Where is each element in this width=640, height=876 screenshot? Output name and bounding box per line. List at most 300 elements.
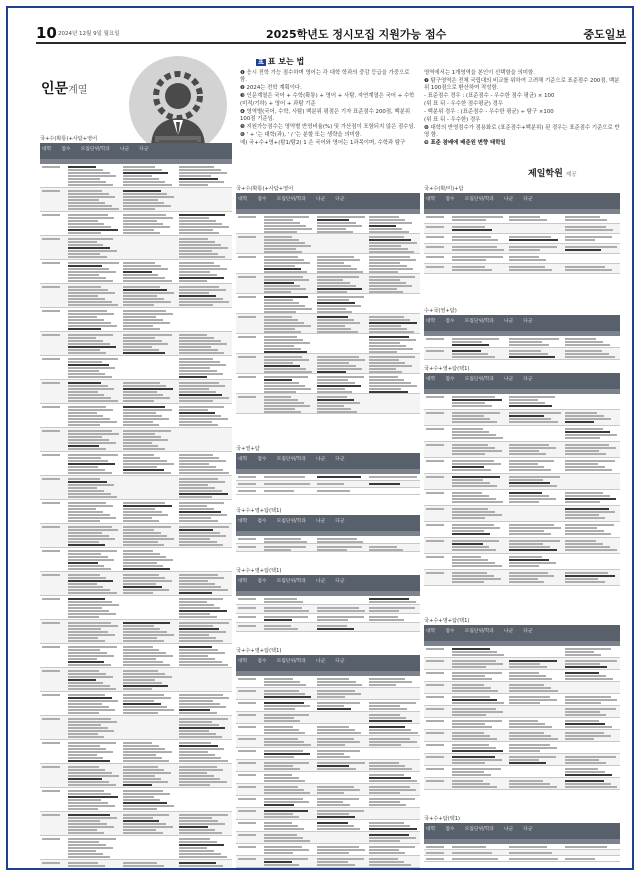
table-cell-text: [121, 332, 176, 355]
table-cell-key: [236, 820, 262, 831]
table-cell-text: [450, 730, 507, 741]
howto-right-column: [424, 70, 620, 148]
table-cell-key: [40, 764, 66, 787]
score-table: [236, 648, 420, 868]
table-cell-text: [367, 334, 420, 353]
table-cell-key: [40, 572, 66, 595]
column-header: 대학: [42, 147, 52, 152]
table-cell-text: [563, 554, 620, 569]
table-cell-text: [563, 234, 620, 243]
table-cell-key: [236, 676, 262, 687]
column-header: 모집단위/학과: [464, 197, 494, 202]
table-cell-text: [315, 394, 368, 413]
table-row: [424, 856, 620, 862]
column-header: 다군: [335, 579, 345, 584]
table-cell-text: [121, 308, 176, 331]
table-row: [40, 740, 232, 764]
table-cell-text: [507, 410, 564, 425]
table-cell-text: [367, 808, 420, 819]
table-cell-text: [177, 212, 232, 235]
table-cell-text: [450, 778, 507, 789]
table-row: [424, 646, 620, 658]
table-cell-text: [177, 428, 232, 451]
column-header: 나군: [503, 377, 514, 382]
table-cell-text: [177, 308, 232, 331]
column-header: 나군: [503, 827, 514, 832]
table-row: [424, 670, 620, 682]
table-cell-text: [262, 614, 315, 622]
table-row: [40, 836, 232, 860]
date-line: 2024년 12월 9일 월요일: [58, 31, 120, 37]
table-cell-key: [424, 442, 450, 457]
table-row: [236, 808, 420, 820]
table-row: [424, 394, 620, 410]
table-cell-text: [121, 524, 176, 547]
table-row: [424, 442, 620, 458]
column-header: 다군: [335, 659, 345, 664]
table-row: [424, 234, 620, 244]
table-cell-text: [66, 860, 121, 870]
table-cell-key: [424, 348, 450, 359]
table-title: 국+수(확/미)+탐: [424, 186, 464, 192]
table-cell-text: [66, 476, 121, 499]
table-cell-text: [177, 452, 232, 475]
table-cell-key: [236, 832, 262, 843]
table-cell-text: [121, 812, 176, 835]
column-header: 나군: [503, 629, 514, 634]
table-body: [40, 164, 232, 870]
table-row: [236, 676, 420, 688]
table-row: [424, 254, 620, 264]
column-header: 나군: [503, 319, 514, 324]
table-body: [236, 474, 420, 495]
table-cell-text: [315, 688, 368, 699]
table-cell-key: [424, 706, 450, 717]
table-cell-text: [507, 658, 564, 669]
table-cell-text: [315, 314, 368, 333]
table-cell-text: [450, 658, 507, 669]
table-cell-text: [121, 500, 176, 523]
table-cell-text: [563, 570, 620, 585]
table-header: [424, 193, 620, 209]
table-body: [236, 596, 420, 632]
table-row: [40, 668, 232, 692]
table-row: [424, 426, 620, 442]
table-cell-key: [424, 336, 450, 347]
table-cell-key: [424, 694, 450, 705]
table-row: [236, 294, 420, 314]
table-cell-text: [121, 836, 176, 859]
table-title: 국+수+영+탐(택1): [424, 618, 470, 624]
table-cell-key: [424, 522, 450, 537]
table-cell-text: [450, 348, 507, 359]
table-cell-text: [563, 394, 620, 409]
column-header: 나군: [315, 579, 326, 584]
table-row: [424, 224, 620, 234]
table-cell-text: [177, 740, 232, 763]
table-cell-key: [40, 860, 66, 870]
table-cell-text: [507, 554, 564, 569]
table-row: [40, 428, 232, 452]
table-cell-text: [507, 694, 564, 705]
table-cell-text: [450, 522, 507, 537]
column-header: 대학: [238, 579, 248, 584]
table-cell-text: [66, 332, 121, 355]
table-row: [236, 394, 420, 414]
table-cell-text: [177, 332, 232, 355]
table-row: [424, 766, 620, 778]
table-cell-text: [507, 474, 564, 489]
column-header: 나군: [503, 197, 514, 202]
table-row: [40, 500, 232, 524]
table-cell-key: [424, 410, 450, 425]
table-header: [236, 575, 420, 591]
table-cell-text: [315, 736, 368, 747]
table-cell-key: [236, 808, 262, 819]
table-cell-text: [507, 718, 564, 729]
table-row: [40, 212, 232, 236]
table-cell-text: [563, 348, 620, 359]
table-cell-text: [563, 410, 620, 425]
column-header: 나군: [315, 197, 326, 202]
table-title: 국+영+탐: [236, 446, 260, 452]
table-cell-text: [315, 234, 368, 253]
table-row: [424, 754, 620, 766]
table-cell-text: [66, 164, 121, 187]
masthead: [36, 24, 626, 44]
table-cell-text: [121, 716, 176, 739]
table-cell-key: [236, 314, 262, 333]
table-cell-text: [367, 544, 420, 551]
table-cell-text: [450, 844, 507, 849]
provider-signature: [528, 166, 577, 179]
table-cell-text: [450, 856, 507, 861]
howto-item-emphasis: ❾ 표준 참배에 배준원 변향 태학일: [424, 140, 506, 147]
table-row: [424, 778, 620, 790]
table-row: [236, 820, 420, 832]
table-row: [236, 614, 420, 623]
table-cell-text: [450, 766, 507, 777]
column-header: 모집단위/학과: [276, 579, 306, 584]
table-cell-key: [40, 356, 66, 379]
table-cell-key: [424, 554, 450, 569]
table-cell-text: [563, 694, 620, 705]
table-cell-text: [367, 354, 420, 373]
howto-title-lead: 표: [258, 59, 264, 66]
table-cell-key: [40, 308, 66, 331]
table-cell-text: [66, 788, 121, 811]
table-row: [236, 796, 420, 808]
table-cell-text: [450, 458, 507, 473]
table-cell-text: [563, 742, 620, 753]
table-cell-key: [236, 748, 262, 759]
table-header: [40, 143, 232, 159]
table-cell-text: [177, 716, 232, 739]
table-cell-text: [262, 374, 315, 393]
table-cell-key: [40, 428, 66, 451]
column-header: 점수: [445, 377, 455, 382]
table-cell-key: [40, 548, 66, 571]
table-cell-key: [236, 605, 262, 613]
table-cell-key: [236, 844, 262, 855]
table-cell-text: [315, 820, 368, 831]
table-cell-text: [450, 554, 507, 569]
table-cell-text: [367, 844, 420, 855]
table-row: [40, 404, 232, 428]
table-cell-key: [236, 394, 262, 413]
column-header: 다군: [335, 519, 345, 524]
score-table: [236, 186, 420, 414]
table-row: [236, 844, 420, 856]
table-cell-key: [424, 264, 450, 273]
table-row: [424, 706, 620, 718]
table-cell-text: [121, 260, 176, 283]
table-row: [40, 812, 232, 836]
table-cell-text: [315, 481, 368, 487]
table-cell-text: [315, 712, 368, 723]
column-header: 점수: [257, 457, 267, 462]
column-header: 모집단위/학과: [464, 827, 494, 832]
table-cell-text: [563, 538, 620, 553]
howto-item: ❽ 대학의 반영점수가 점용화로 (표준점수+백분위) 된 경우는 표준점수 기준으로 반영 함.: [424, 124, 620, 139]
table-cell-text: [563, 850, 620, 855]
table-cell-text: [121, 452, 176, 475]
column-header: 점수: [257, 197, 267, 202]
table-cell-text: [507, 646, 564, 657]
table-cell-text: [507, 856, 564, 861]
table-cell-text: [262, 820, 315, 831]
table-row: [424, 730, 620, 742]
section-title: [41, 78, 87, 98]
table-cell-text: [507, 234, 564, 243]
table-cell-text: [315, 623, 368, 631]
table-row: [236, 374, 420, 394]
table-cell-key: [424, 718, 450, 729]
table-cell-key: [40, 452, 66, 475]
table-cell-key: [40, 164, 66, 187]
table-cell-text: [66, 644, 121, 667]
table-cell-text: [262, 712, 315, 723]
howto-item: 영역에서는 1개영역을 본인이 선택함을 의미함.: [424, 70, 535, 76]
table-cell-text: [262, 748, 315, 759]
table-cell-text: [262, 274, 315, 293]
table-cell-text: [563, 778, 620, 789]
table-cell-key: [236, 536, 262, 543]
table-cell-text: [177, 836, 232, 859]
table-cell-key: [40, 692, 66, 715]
table-cell-text: [367, 294, 420, 313]
table-cell-key: [40, 476, 66, 499]
table-cell-key: [424, 658, 450, 669]
column-header: 나군: [315, 519, 326, 524]
table-cell-text: [367, 474, 420, 480]
table-cell-text: [507, 682, 564, 693]
table-cell-text: [563, 754, 620, 765]
section-title-suffix: 계열: [68, 85, 88, 96]
table-cell-text: [563, 522, 620, 537]
table-row: [424, 264, 620, 274]
table-cell-key: [424, 778, 450, 789]
table-cell-text: [262, 796, 315, 807]
table-cell-text: [262, 856, 315, 867]
table-cell-key: [236, 796, 262, 807]
column-header: 대학: [238, 519, 248, 524]
table-row: [424, 458, 620, 474]
table-cell-text: [367, 596, 420, 604]
column-header: 점수: [257, 579, 267, 584]
table-cell-text: [121, 668, 176, 691]
table-row: [236, 481, 420, 488]
table-row: [424, 244, 620, 254]
table-cell-text: [66, 764, 121, 787]
table-row: [236, 254, 420, 274]
table-cell-text: [315, 614, 368, 622]
table-cell-text: [367, 314, 420, 333]
table-cell-text: [367, 374, 420, 393]
score-table: [236, 568, 420, 632]
table-cell-key: [236, 254, 262, 273]
table-cell-text: [262, 605, 315, 613]
table-header: [424, 823, 620, 839]
table-cell-key: [40, 404, 66, 427]
howto-item: ❺ 지원가능점수는 영역별 반영비율(%) 및 가산점이 포함되지 않은 점수임.: [240, 123, 416, 130]
table-cell-text: [121, 284, 176, 307]
howto-title: [256, 56, 304, 67]
table-cell-text: [262, 844, 315, 855]
table-cell-text: [450, 490, 507, 505]
table-cell-text: [507, 254, 564, 263]
column-header: 점수: [61, 147, 71, 152]
table-row: [236, 314, 420, 334]
table-cell-key: [236, 856, 262, 867]
table-cell-text: [262, 784, 315, 795]
table-cell-text: [563, 856, 620, 861]
table-cell-text: [450, 264, 507, 273]
table-row: [40, 476, 232, 500]
table-cell-key: [424, 224, 450, 233]
column-header: 다군: [523, 197, 533, 202]
table-cell-text: [507, 522, 564, 537]
table-cell-text: [367, 760, 420, 771]
score-table: [236, 446, 420, 495]
table-cell-text: [315, 274, 368, 293]
table-cell-text: [315, 772, 368, 783]
howto-item: ❹ 영역별(국어, 수학, 사탐) 백분위 평점은 기자 표준점수 200점, 백분위 100점 기준임.: [240, 108, 411, 122]
table-cell-key: [424, 490, 450, 505]
table-cell-text: [315, 724, 368, 735]
table-cell-text: [367, 700, 420, 711]
table-cell-text: [177, 860, 232, 870]
table-cell-text: [367, 614, 420, 622]
table-cell-key: [236, 688, 262, 699]
table-cell-text: [121, 188, 176, 211]
newspaper-page: [6, 6, 634, 870]
table-cell-text: [66, 284, 121, 307]
table-cell-key: [40, 644, 66, 667]
column-header: 대학: [426, 197, 436, 202]
table-cell-key: [424, 850, 450, 855]
table-cell-text: [177, 404, 232, 427]
column-header: 나군: [315, 659, 326, 664]
table-row: [236, 772, 420, 784]
table-cell-text: [66, 716, 121, 739]
table-cell-key: [40, 836, 66, 859]
table-cell-text: [121, 572, 176, 595]
table-cell-text: [262, 294, 315, 313]
table-cell-key: [424, 426, 450, 441]
table-row: [424, 570, 620, 586]
howto-item: 예) 국+수+영+(탐1/탐2) 1 은 국어와 영어는 1과목이며, 수학과 탐구: [240, 139, 406, 146]
table-cell-text: [262, 772, 315, 783]
table-row: [236, 832, 420, 844]
table-cell-text: [262, 536, 315, 543]
table-cell-key: [424, 506, 450, 521]
table-cell-text: [66, 668, 121, 691]
table-row: [40, 236, 232, 260]
table-cell-text: [315, 488, 368, 494]
table-cell-text: [367, 605, 420, 613]
table-row: [40, 164, 232, 188]
table-cell-text: [121, 692, 176, 715]
table-cell-key: [40, 740, 66, 763]
score-table: [424, 186, 620, 274]
table-cell-text: [121, 380, 176, 403]
table-cell-text: [507, 506, 564, 521]
table-row: [40, 308, 232, 332]
score-table: [424, 366, 620, 586]
table-cell-key: [236, 614, 262, 622]
table-cell-text: [121, 644, 176, 667]
table-cell-text: [367, 214, 420, 233]
table-cell-text: [262, 254, 315, 273]
table-cell-text: [563, 670, 620, 681]
table-cell-text: [367, 712, 420, 723]
howto-title-text: 표 보는 법: [267, 57, 305, 66]
table-row: [40, 356, 232, 380]
table-cell-text: [563, 718, 620, 729]
table-cell-text: [66, 236, 121, 259]
table-cell-text: [66, 500, 121, 523]
table-cell-key: [40, 188, 66, 211]
table-title: 국+수+영+탐(택1): [424, 366, 470, 372]
table-row: [236, 474, 420, 481]
table-cell-text: [121, 212, 176, 235]
table-cell-text: [367, 536, 420, 543]
column-header: 점수: [445, 629, 455, 634]
table-row: [236, 784, 420, 796]
table-row: [424, 718, 620, 730]
table-cell-text: [262, 488, 315, 494]
table-row: [40, 380, 232, 404]
table-cell-text: [315, 294, 368, 313]
table-cell-key: [236, 214, 262, 233]
table-cell-text: [66, 428, 121, 451]
table-row: [40, 764, 232, 788]
table-cell-key: [424, 844, 450, 849]
table-cell-text: [315, 544, 368, 551]
table-cell-text: [66, 212, 121, 235]
table-cell-text: [367, 688, 420, 699]
table-cell-text: [563, 844, 620, 849]
table-row: [424, 336, 620, 348]
table-header: [424, 625, 620, 641]
table-cell-text: [507, 394, 564, 409]
table-cell-text: [315, 844, 368, 855]
table-row: [236, 760, 420, 772]
table-cell-text: [315, 832, 368, 843]
table-cell-text: [450, 718, 507, 729]
table-cell-text: [507, 778, 564, 789]
